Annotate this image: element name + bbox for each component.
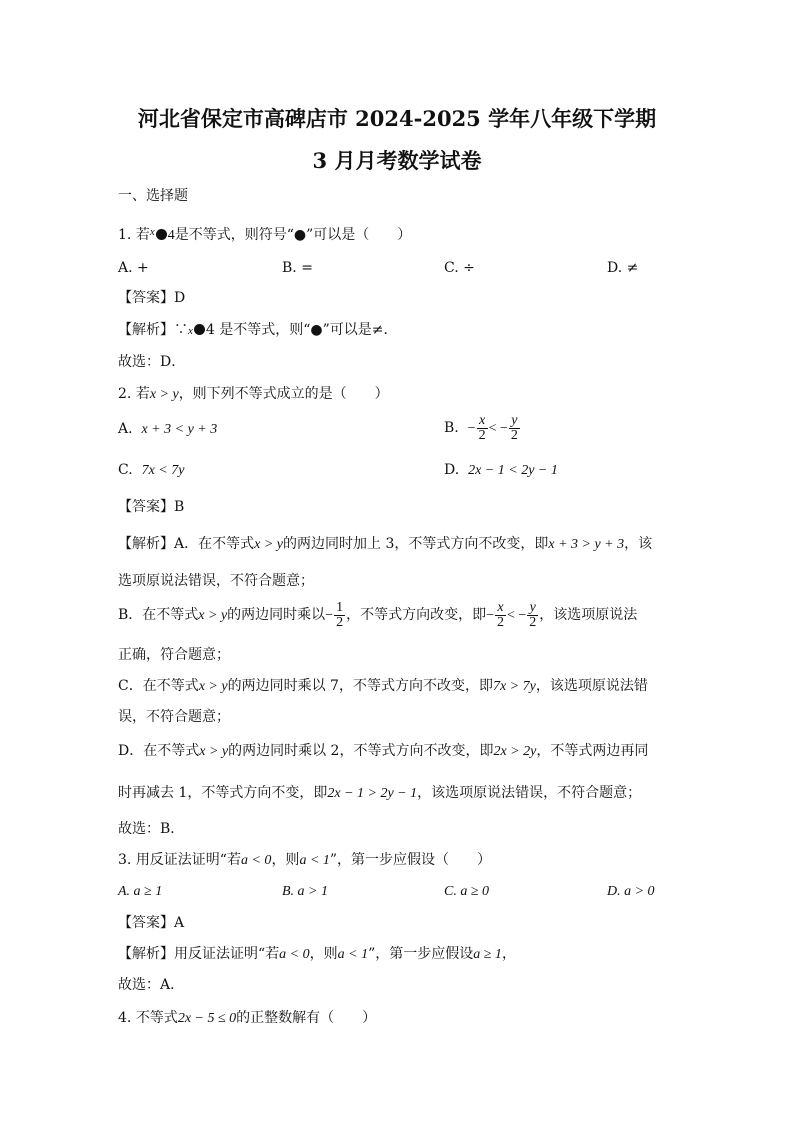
q3-answer: 【答案】A [118, 915, 185, 931]
math: x > y [198, 679, 228, 694]
page-subtitle: 3 月月考数学试卷 [312, 148, 482, 173]
text: ，则 [309, 946, 338, 962]
q1-four: 4 [167, 228, 175, 243]
q2-answer: 【答案】B [118, 499, 185, 515]
q1-option-d: D. ≠ [607, 260, 639, 276]
math: 2x − 5 ≤ 0 [177, 1011, 237, 1026]
math: x > y [254, 537, 283, 552]
math: 2x − 1 > 2y − 1 [327, 786, 418, 801]
q4-number: 4. [118, 1010, 132, 1026]
math: 2x > 2y [493, 744, 537, 759]
q3-option-a: A. a ≥ 1 [118, 884, 163, 899]
text: 不等式 [135, 1010, 178, 1026]
q2-option-b-lt: < − [488, 421, 508, 436]
text: ”，第一步应假设（ ） [329, 852, 492, 868]
q1-because: ∵ [174, 322, 188, 338]
text: 用反证法证明“若 [135, 852, 241, 868]
text: 的两边同时加上 3，不等式方向不改变，即 [283, 536, 549, 552]
text: ，该选项原说法错 [535, 678, 648, 694]
text: 【解析】用反证法证明“若 [118, 946, 280, 962]
text: ，则 [271, 852, 300, 868]
q2-option-b-frac-x [477, 414, 488, 443]
q2-option-b-frac-y [509, 414, 520, 443]
question-1 [118, 223, 411, 245]
q2-conclusion: 故选：B． [118, 821, 185, 837]
fraction [495, 601, 506, 630]
text: B．在不等式 [118, 607, 199, 623]
q2-condition: x > y [149, 387, 179, 402]
q3-option-d: D. a > 0 [607, 884, 655, 899]
q2-analysis-c-line1 [118, 677, 648, 696]
section-heading: 一、选择题 [118, 188, 188, 204]
math: a < 0 [279, 947, 310, 962]
text: ，不等式方向改变，即 [346, 607, 487, 623]
frac-denominator: 2 [529, 614, 537, 630]
q2-option-c-expr: 7x < 7y [141, 463, 185, 478]
q1-post: 是不等式，则符号“●”可以是（ ） [174, 227, 412, 243]
q2-option-b-label: B. [444, 420, 459, 436]
q3-conclusion: 故选：A． [118, 977, 185, 993]
math: x + 3 > y + 3 [548, 537, 625, 552]
q1-number: 1. [118, 227, 132, 243]
text: 的两边同时乘以 2，不等式方向不改变，即 [228, 743, 494, 759]
q3-option-c: C. a ≥ 0 [444, 884, 490, 899]
q1-pre: 若 [135, 227, 150, 243]
text: 的两边同时乘以 [227, 607, 326, 623]
q1-conclusion: 故选：D． [118, 354, 186, 370]
math: a < 0 [240, 853, 272, 868]
question-4 [118, 1009, 376, 1028]
q1-analysis-text: 4 是不等式，则“●”可以是≠． [205, 322, 398, 338]
q2-analysis-d-line2 [118, 784, 641, 803]
q2-pre: 若 [135, 386, 150, 402]
frac-numerator: x [477, 414, 488, 429]
q1-option-c: C. ÷ [444, 260, 475, 276]
q2-option-a [118, 420, 217, 439]
q2-analysis-a-line2: 选项原说法错误，不符合题意； [118, 573, 314, 589]
q3-option-b: B. a > 1 [282, 884, 328, 899]
q2-option-a-expr: x + 3 < y + 3 [141, 422, 218, 437]
text: ”，第一步应假设 [368, 946, 474, 962]
q2-option-a-label: A. [118, 421, 133, 437]
math: 7x > 7y [492, 679, 536, 694]
page-title: 河北省保定市高碑店市 2024-2025 学年八年级下学期 [137, 106, 657, 131]
text: ，该 [624, 536, 653, 552]
question-3 [118, 851, 491, 870]
text: ， [501, 946, 516, 962]
black-dot-icon [194, 324, 205, 335]
math: − [486, 608, 494, 623]
math: < − [506, 608, 527, 623]
q2-option-c [118, 461, 184, 480]
q2-analysis-b-line1 [118, 600, 637, 631]
q2-option-c-label: C. [118, 462, 133, 478]
q2-number: 2. [118, 386, 132, 402]
q2-option-b-minus: − [467, 421, 476, 436]
q3-number: 3. [118, 852, 132, 868]
frac-denominator: 2 [510, 427, 518, 443]
q1-analysis [118, 321, 398, 340]
q1-option-b: B. = [282, 260, 313, 276]
q1-analysis-label: 【解析】 [118, 322, 174, 338]
black-dot-icon [156, 229, 167, 240]
text: 的正整数解有（ ） [236, 1010, 377, 1026]
text: ，该选项原说法 [539, 607, 638, 623]
text: 的两边同时乘以 7，不等式方向不改变，即 [227, 678, 493, 694]
text: D．在不等式 [118, 743, 200, 759]
frac-denominator: 2 [336, 614, 344, 630]
math: − [325, 608, 334, 623]
fraction [334, 601, 345, 630]
question-2 [118, 385, 389, 404]
q2-post: ，则下列不等式成立的是（ ） [178, 386, 389, 402]
q2-analysis-c-line2: 误，不符合题意； [118, 709, 230, 725]
frac-numerator: y [527, 601, 538, 616]
q2-analysis-d-line1 [118, 742, 648, 761]
fraction [527, 601, 538, 630]
q1-var-x: x [149, 226, 155, 238]
q1-answer: 【答案】D [118, 290, 186, 306]
q2-option-b [444, 413, 521, 444]
math: x > y [199, 744, 229, 759]
q2-option-d-expr: 2x − 1 < 2y − 1 [468, 463, 558, 478]
frac-numerator: x [495, 601, 506, 616]
q2-analysis-a-line1 [118, 535, 652, 554]
q2-analysis-b-line2: 正确，符合题意； [118, 647, 230, 663]
q2-option-d [444, 461, 558, 480]
text: ，不等式两边再同 [536, 743, 649, 759]
math: a < 1 [299, 853, 330, 868]
math: x > y [198, 608, 228, 623]
frac-numerator: y [509, 414, 520, 429]
q1-analysis-x: x [188, 325, 193, 337]
q3-analysis [118, 945, 516, 964]
q1-option-a: A. + [118, 260, 149, 276]
math: a ≥ 1 [473, 947, 502, 962]
text: 时再减去 1，不等式方向不变，即 [118, 785, 328, 801]
text: 【解析】A．在不等式 [118, 536, 255, 552]
frac-denominator: 2 [496, 614, 504, 630]
text: ，该选项原说法错误，不符合题意； [417, 785, 642, 801]
text: C．在不等式 [118, 678, 199, 694]
math: a < 1 [337, 947, 369, 962]
frac-denominator: 2 [478, 427, 486, 443]
frac-numerator: 1 [336, 599, 344, 615]
q2-option-d-label: D. [444, 462, 460, 478]
